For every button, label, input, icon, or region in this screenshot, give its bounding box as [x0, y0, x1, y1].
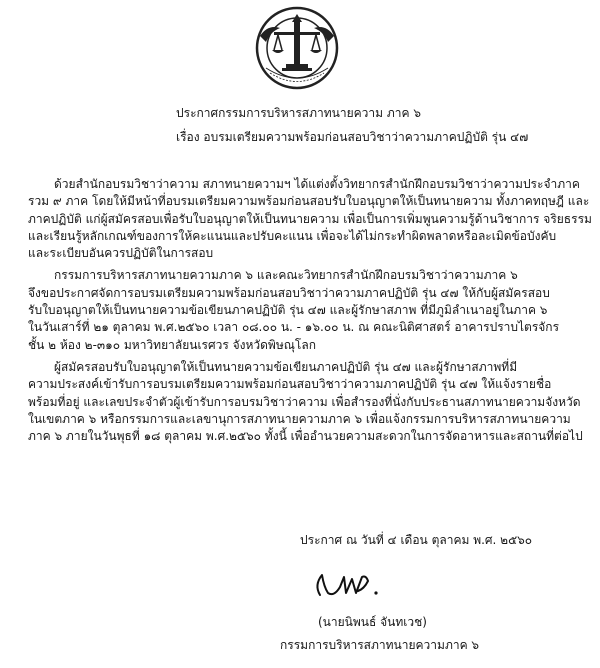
paragraph-line: จึงขอประกาศจัดการอบรมเตรียมความพร้อมก่อนสอบวิชาว่าความภาคปฏิบัติ รุ่น ๔๗ ให้กับผู้สมัครสอบ [28, 285, 550, 300]
paragraph-line: ในเขตภาค ๖ หรือกรรมการและเลขานุการสภาทนายความภาค ๖ เพื่อแจ้งกรรมการบริหารสภาทนายความ [28, 411, 571, 426]
paragraph-2 [28, 267, 594, 353]
announcement-date: ประกาศ ณ วันที่ ๔ เดือน ตุลาคม พ.ศ. ๒๕๖๐ [300, 533, 533, 547]
signature-icon [310, 567, 410, 601]
signer-name: (นายนิพนธ์ จันทเวช) [318, 615, 427, 629]
paragraph-line: ภาคปฏิบัติ แก่ผู้สมัครสอบเพื่อรับใบอนุญาตให้เป็นทนายความ เพื่อเป็นการเพิ่มพูนความรู้ด้านวิชาการ จริยธรรม [28, 211, 592, 226]
paragraph-3 [28, 359, 594, 445]
paragraph-line: รับใบอนุญาตให้เป็นทนายความข้อเขียนภาคปฏิบัติ รุ่น ๔๗ และผู้รักษาสภาพ ที่มีภูมิลำเนาอยู่ในภาค ๖ [28, 303, 548, 318]
paragraph-line: ด้วยสำนักอบรมวิชาว่าความ สภาทนายความฯ ได้แต่งตั้งวิทยากรสำนักฝึกอบรมวิชาว่าความประจำภาค [54, 177, 580, 191]
paragraph-line: พร้อมที่อยู่ และเลขประจำตัวผู้เข้ารับการอบรมวิชาว่าความ เพื่อสำรองที่นั่งกับประธานสภาทนายความจังหวัด [28, 394, 581, 409]
announcement-title: ประกาศกรรมการบริหารสภาทนายความ ภาค ๖ [176, 106, 421, 120]
paragraph-line: กรรมการบริหารสภาทนายความภาค ๖ และคณะวิทยากรสำนักฝึกอบรมวิชาว่าความภาค ๖ [54, 268, 518, 283]
handwritten-signature [310, 567, 410, 601]
seal-icon [252, 6, 342, 92]
announcement-subject: เรื่อง อบรมเตรียมความพร้อมก่อนสอบวิชาว่าความภาคปฏิบัติ รุ่น ๔๗ [176, 130, 529, 144]
signer-title: กรรมการบริหารสภาทนายความภาค ๖ [280, 638, 480, 652]
paragraph-line: และเรียนรู้หลักเกณฑ์ของการให้คะแนนและปรับคะแนน เพื่อจะได้ไม่กระทำผิดพลาดหรือละเมิดข้อบังคับ [28, 228, 557, 243]
paragraph-1 [28, 176, 594, 262]
paragraph-line: รวม ๙ ภาค โดยให้มีหน้าที่อบรมเตรียมความพร้อมก่อนสอบรับใบอนุญาตให้เป็นทนายความ ทั้งภาคทฤษฎี และ [28, 194, 590, 209]
paragraph-line: ในวันเสาร์ที่ ๒๑ ตุลาคม พ.ศ.๒๕๖๐ เวลา ๐๘.๐๐ น. - ๑๖.๐๐ น. ณ คณะนิติศาสตร์ อาคารปราบไตรจักร [28, 320, 560, 335]
announcement-body [28, 176, 594, 445]
paragraph-line: ชั้น ๒ ห้อง ๒-๓๑๐ มหาวิทยาลัยนเรศวร จังหวัดพิษณุโลก [28, 337, 316, 352]
lawyers-council-seal-logo [252, 6, 342, 92]
paragraph-line: ภาค ๖ ภายในวันพุธที่ ๑๘ ตุลาคม พ.ศ.๒๕๖๐ ทั้งนี้ เพื่ออำนวยความสะดวกในการจัดอาหารและสถานที่ต่อไป [28, 429, 583, 444]
paragraph-line: และระเบียบอันควรปฏิบัติในการสอบ [28, 246, 214, 261]
paragraph-line: ผู้สมัครสอบรับใบอนุญาตให้เป็นทนายความข้อเขียนภาคปฏิบัติ รุ่น ๔๗ และผู้รักษาสภาพที่มี [54, 359, 518, 374]
paragraph-line: ความประสงค์เข้ารับการอบรมเตรียมความพร้อมก่อนสอบวิชาว่าความภาคปฏิบัติ รุ่น ๔๗ ให้แจ้งรายชื่อ [28, 377, 552, 392]
